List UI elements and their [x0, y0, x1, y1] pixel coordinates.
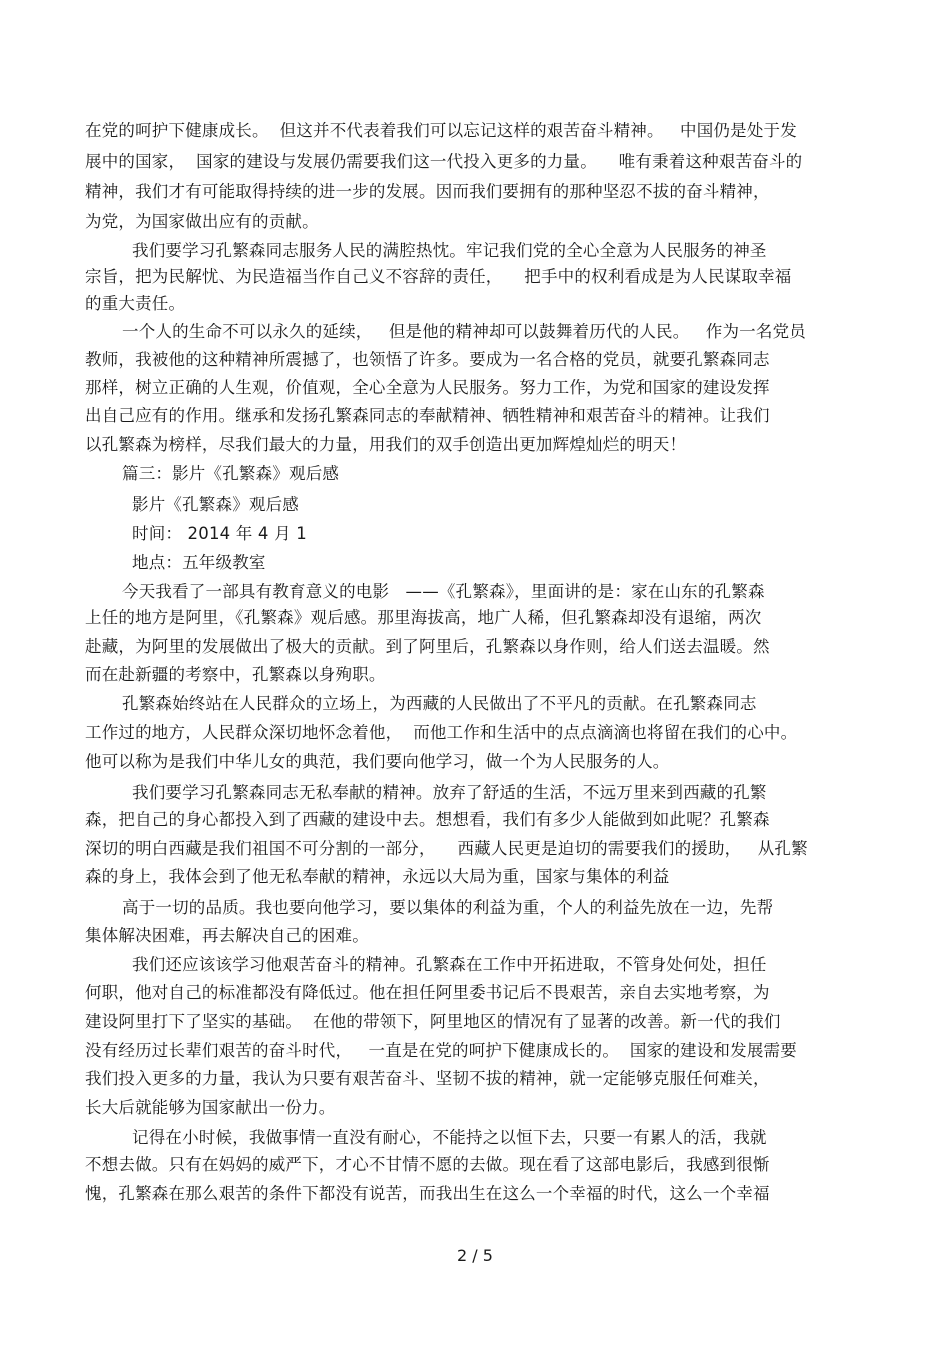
text-line: 不想去做。只有在妈妈的威严下，才心不甘情不愿的去做。现在看了这部电影后，我感到很惭 — [85, 1155, 770, 1174]
text-line: 今天我看了一部具有教育意义的电影 ——《孔繁森》，里面讲的是：家在山东的孔繁森 — [122, 582, 765, 601]
text-line: 上任的地方是阿里，《孔繁森》观后感。那里海拔高，地广人稀，但孔繁森却没有退缩，两次 — [85, 608, 762, 627]
text-line: 我们投入更多的力量，我认为只要有艰苦奋斗、坚韧不拔的精神，就一定能够克服任何难关， — [85, 1069, 770, 1088]
text-line: 愧，孔繁森在那么艰苦的条件下都没有说苦，而我出生在这么一个幸福的时代，这么一个幸福 — [85, 1184, 770, 1203]
text-line: 我们要学习孔繁森同志无私奉献的精神。放弃了舒适的生活，不远万里来到西藏的孔繁 — [132, 783, 767, 802]
text-line: 在党的呵护下健康成长。 但这并不代表着我们可以忘记这样的艰苦奋斗精神。 中国仍是处于发 — [85, 121, 797, 140]
text-line: 而在赴新疆的考察中，孔繁森以身殉职。 — [85, 665, 386, 684]
text-line: 何职，他对自己的标准都没有降低过。他在担任阿里委书记后不畏艰苦，亲自去实地考察，为 — [85, 983, 770, 1002]
section-heading: 篇三：影片《孔繁森》观后感 — [122, 464, 340, 483]
text-line: 集体解决困难，再去解决自己的困难。 — [85, 926, 369, 945]
text-line: 精神，我们才有可能取得持续的进一步的发展。因而我们要拥有的那种坚忍不拔的奋斗精神， — [85, 182, 770, 201]
text-line: 没有经历过长辈们艰苦的奋斗时代， 一直是在党的呵护下健康成长的。 国家的建设和发展需要 — [85, 1041, 797, 1060]
meta-time: 时间： 2014 年 4 月 1 — [132, 524, 307, 543]
text-line: 一个人的生命不可以永久的延续， 但是他的精神却可以鼓舞着历代的人民。 作为一名党员 — [122, 322, 806, 341]
text-line: 展中的国家， 国家的建设与发展仍需要我们这一代投入更多的力量。 唯有秉着这种艰苦奋斗的 — [85, 152, 803, 171]
meta-location: 地点：五年级教室 — [132, 553, 266, 572]
text-line: 出自己应有的作用。继承和发扬孔繁森同志的奉献精神、牺牲精神和艰苦奋斗的精神。让我们 — [85, 406, 770, 425]
text-line: 高于一切的品质。我也要向他学习，要以集体的利益为重，个人的利益先放在一边，先帮 — [122, 898, 774, 917]
text-line: 为党，为国家做出应有的贡献。 — [85, 212, 319, 231]
text-line: 森的身上，我体会到了他无私奉献的精神，永远以大局为重，国家与集体的利益 — [85, 867, 670, 886]
text-line: 孔繁森始终站在人民群众的立场上，为西藏的人民做出了不平凡的贡献。在孔繁森同志 — [122, 694, 757, 713]
text-line: 我们要学习孔繁森同志服务人民的满腔热忱。牢记我们党的全心全意为人民服务的神圣 — [132, 241, 767, 260]
text-line: 宗旨，把为民解忧、为民造福当作自己义不容辞的责任， 把手中的权利看成是为人民谋取幸福 — [85, 267, 792, 286]
article-title: 影片《孔繁森》观后感 — [132, 495, 299, 514]
page-number: 2 / 5 — [457, 1246, 493, 1265]
text-line: 工作过的地方，人民群众深切地怀念着他， 而他工作和生活中的点点滴滴也将留在我们的心中。 — [85, 723, 798, 742]
text-line: 我们还应该该学习他艰苦奋斗的精神。孔繁森在工作中开拓进取，不管身处何处，担任 — [132, 955, 767, 974]
text-line: 建设阿里打下了坚实的基础。 在他的带领下，阿里地区的情况有了显著的改善。新一代的我们 — [85, 1012, 781, 1031]
text-line: 赴藏，为阿里的发展做出了极大的贡献。到了阿里后，孔繁森以身作则，给人们送去温暖。然 — [85, 637, 770, 656]
text-line: 教师，我被他的这种精神所震撼了，也领悟了许多。要成为一名合格的党员，就要孔繁森同志 — [85, 350, 770, 369]
text-line: 森，把自己的身心都投入到了西藏的建设中去。想想看，我们有多少人能做到如此呢？孔繁森 — [85, 810, 770, 829]
text-line: 深切的明白西藏是我们祖国不可分割的一部分， 西藏人民更是迫切的需要我们的援助， 从孔繁 — [85, 839, 808, 858]
text-line: 那样，树立正确的人生观，价值观，全心全意为人民服务。努力工作，为党和国家的建设发挥 — [85, 378, 770, 397]
text-line: 他可以称为是我们中华儿女的典范，我们要向他学习，做一个为人民服务的人。 — [85, 752, 670, 771]
text-line: 记得在小时候，我做事情一直没有耐心，不能持之以恒下去，只要一有累人的活，我就 — [132, 1128, 767, 1147]
text-line: 以孔繁森为榜样，尽我们最大的力量，用我们的双手创造出更加辉煌灿烂的明天！ — [85, 435, 687, 454]
text-line: 长大后就能够为国家献出一份力。 — [85, 1098, 336, 1117]
text-line: 的重大责任。 — [85, 294, 186, 313]
